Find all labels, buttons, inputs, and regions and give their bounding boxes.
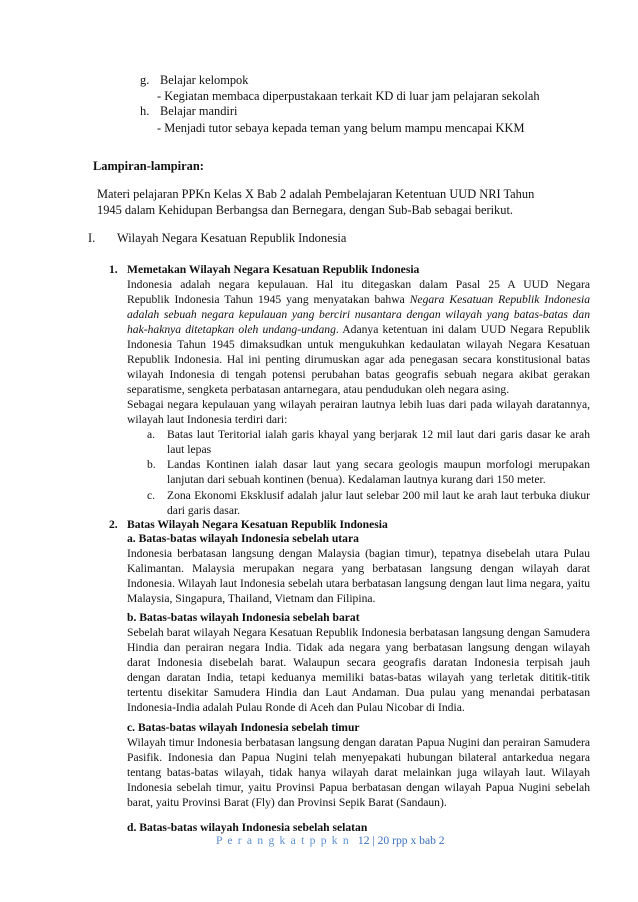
paragraph-line: Pasifik. Indonesia dan Papua Nugini telah menyepakati hubungan bilateral antarkedua negara (127, 751, 590, 764)
paragraph-line: Indonesia berbatasan langsung dengan Malaysia (bagian timur), tepatnya disebelah utara Pulau (127, 547, 590, 560)
paragraph-line: Indonesia adalah negara kepulauan. Hal itu ditegaskan dalam Pasal 25 A UUD Negara (127, 278, 590, 291)
italic-run: hak-haknya ditetapkan oleh undang-undang (127, 323, 336, 336)
list-marker-c: c. (147, 489, 156, 502)
subsection-2b-heading: b. Batas-batas wilayah Indonesia sebelah barat (127, 611, 360, 624)
list-item-g-sub: - Kegiatan membaca diperpustakaan terkait KD di luar jam pelajaran sekolah (157, 89, 540, 103)
list-item-g-label: Belajar kelompok (160, 73, 249, 87)
text-run: . Adanya ketentuan ini dalam UUD Negara Republik (335, 323, 590, 336)
list-marker-g: g. (140, 73, 150, 87)
list-item-b (167, 457, 590, 487)
paragraph-line: wilayah Indonesia di tengah potensi perubahan batas geografis sebuah negara akibat gerakan (127, 368, 590, 381)
list-item-a (167, 427, 590, 457)
subsection-2b-paragraph (127, 625, 590, 715)
paragraph-line: tentang batas-batas wilayah, tidak hanya wilayah darat melainkan juga wilayah laut. Wilayah (127, 766, 590, 779)
subsection-2c-paragraph (127, 735, 590, 810)
list-item-h-sub: - Menjadi tutor sebaya kepada teman yang belum mampu mencapai KKM (157, 121, 525, 135)
paragraph-line (127, 292, 590, 307)
list-marker-a: a. (147, 428, 156, 441)
paragraph-line: Indonesia sebelah timur, yaitu Provinsi Papua berbatasan dengan wilayah Papua Nugini sebelah (127, 781, 590, 794)
paragraph-line: Hindia dan perairan negara India. Tidak ada negara yang berbatasan langsung dengan wilayah (127, 641, 590, 654)
paragraph-line: Batas laut Teritorial ialah garis khayal yang berjarak 12 mil laut dari garis dasar ke arah (167, 428, 590, 441)
subsection-2-marker: 2. (109, 518, 118, 531)
list-item-c (167, 488, 590, 518)
paragraph-line: Indonesia-India adalah Pulau Ronde di Aceh dan Pulau Nicobar di India. (127, 701, 465, 714)
subsection-2a-heading: a. Batas-batas wilayah Indonesia sebelah utara (127, 532, 359, 545)
subsection-2c-heading: c. Batas-batas wilayah Indonesia sebelah timur (127, 721, 360, 734)
subsection-2a-paragraph (127, 546, 590, 606)
text-run: Republik Indonesia Tahun 1945 yang menyatakan bahwa (127, 293, 410, 306)
paragraph-line: lanjutan dari sebuah kontinen (benua). Kedalaman lautnya kurang dari 150 meter. (167, 473, 546, 486)
paragraph-line (127, 322, 590, 337)
lampiran-intro-1: Materi pelajaran PPKn Kelas X Bab 2 adalah Pembelajaran Ketentuan UUD NRI Tahun (97, 187, 535, 201)
paragraph-line: laut lepas (167, 443, 212, 456)
section-marker: I. (88, 231, 96, 245)
subsection-2d-heading: d. Batas-batas wilayah Indonesia sebelah selatan (127, 821, 368, 834)
paragraph-line: adalah sebuah negara kepulauan yang berciri nusantara dengan wilayah yang batas-batas dan (127, 308, 590, 321)
paragraph-line: barat, yaitu Provinsi Barat (Fly) dan Provinsi Sepik Barat (Sandaun). (127, 796, 447, 809)
paragraph-line: Sebagai negara kepulauan yang wilayah perairan lautnya lebih luas dari pada wilayah daratannya, (127, 398, 590, 411)
page-number: 12 | 20 rpp x bab 2 (357, 834, 445, 847)
list-marker-h: h. (140, 104, 150, 118)
paragraph-line: Zona Ekonomi Eksklusif adalah jalur laut selebar 200 mil laut ke arah laut terbuka diukur (167, 489, 590, 502)
paragraph-line: Wilayah timur Indonesia berbatasan langsung dengan daratan Papua Nugini dan perairan Samudera (127, 736, 590, 749)
paragraph-line: tertentu disekitar Samudera Hindia dan Laut Andaman. Dua pulau yang menandai perbatasan (127, 686, 590, 699)
paragraph-line: dari garis dasar. (167, 504, 241, 517)
section-title: Wilayah Negara Kesatuan Republik Indonesia (117, 231, 347, 245)
subsection-1-title: Memetakan Wilayah Negara Kesatuan Republik Indonesia (127, 263, 420, 276)
lampiran-heading: Lampiran-lampiran: (93, 159, 204, 173)
italic-run: Negara Kesatuan Republik Indonesia (409, 293, 590, 306)
footer-label: P e r a n g k a t p p k n (216, 834, 350, 847)
paragraph-line: separatisme, sengketa perbatasan antarnegara, atau pendudukan oleh negara asing. (127, 383, 510, 396)
page-footer (216, 834, 445, 847)
paragraph-line: wilayah laut Indonesia terdiri dari: (127, 413, 288, 426)
paragraph-line: Landas Kontinen ialah dasar laut yang secara geologis maupun morfologi merupakan (167, 458, 590, 471)
paragraph-line: Republik Indonesia. Hal ini penting dirumuskan agar ada penegasan secara konstitusional batas (127, 353, 590, 366)
subsection-2-title: Batas Wilayah Negara Kesatuan Republik Indonesia (127, 518, 388, 531)
paragraph-line: Indonesia. Wilayah laut Indonesia sebelah utara berbatasan langsung dengan laut lima negara, yaitu (127, 577, 590, 590)
paragraph-line: dengan daratan India, tetapi keduanya memiliki batas-batas wilayah yang terletak dititik-titik (127, 671, 590, 684)
paragraph-line: Malaysia, Singapura, Thailand, Vietnam dan Filipina. (127, 592, 376, 605)
list-item-h-label: Belajar mandiri (160, 104, 238, 118)
paragraph-line: darat Indonesia disebelah barat. Walaupun secara geografis daratan Indonesia terpisah jauh (127, 656, 590, 669)
subsection-1-paragraph (127, 277, 590, 427)
paragraph-line: Kalimantan. Malaysia merupakan negara yang berbatasan langsung dengan wilayah darat (127, 562, 590, 575)
paragraph-line: Sebelah barat wilayah Negara Kesatuan Republik Indonesia berbatasan langsung dengan Samudera (127, 626, 590, 639)
list-marker-b: b. (147, 458, 156, 471)
paragraph-line: Indonesia Tahun 1945 dimaksudkan untuk mengukuhkan kedaulatan wilayah Negara Kesatuan (127, 338, 590, 351)
subsection-1-marker: 1. (109, 263, 118, 276)
lampiran-intro-2: 1945 dalam Kehidupan Berbangsa dan Bernegara, dengan Sub-Bab sebagai berikut. (97, 203, 513, 217)
